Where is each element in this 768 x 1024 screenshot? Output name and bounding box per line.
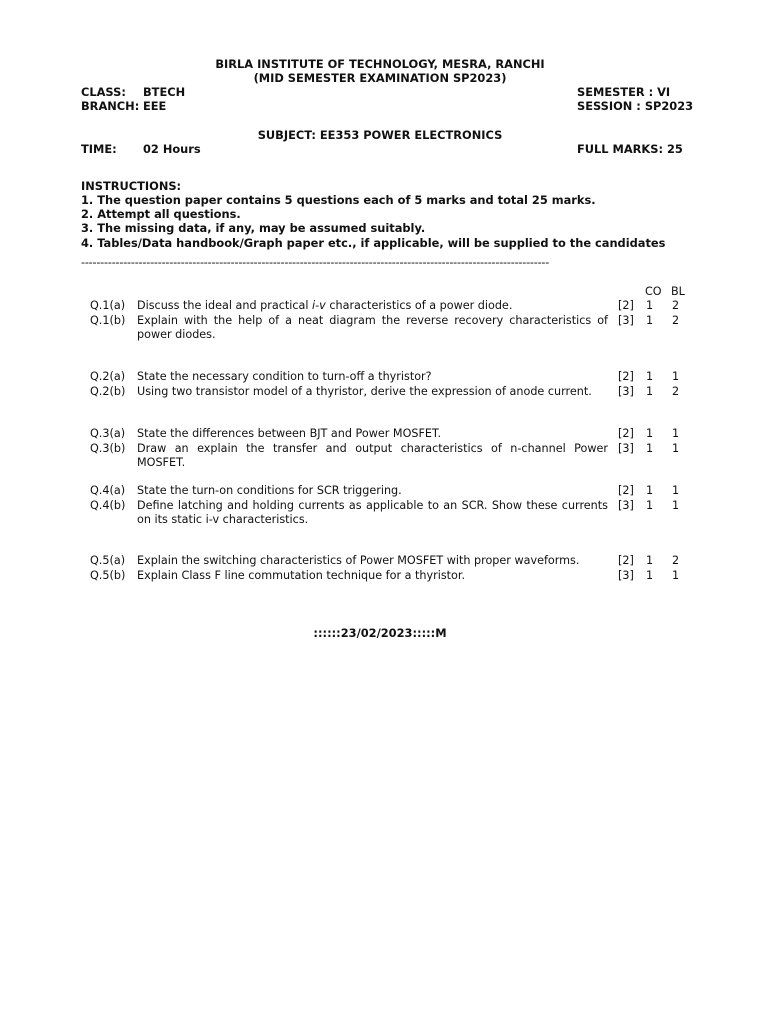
question-marks: [2] [618, 554, 634, 567]
instruction-item: 1. The question paper contains 5 questions each of 5 marks and total 25 marks. [81, 193, 596, 207]
branch-label: BRANCH: [81, 99, 140, 113]
question-bl: 1 [672, 498, 680, 512]
question-number: Q.4(b) [90, 498, 126, 512]
question-text: Define latching and holding currents as applicable to an SCR. Show these currents on its static i-v characteristics. [137, 498, 608, 526]
question-text: Draw an explain the transfer and output characteristics of n-channel Power MOSFET. [137, 441, 608, 469]
class-label: CLASS: [81, 85, 126, 99]
exam-title: (MID SEMESTER EXAMINATION SP2023) [253, 71, 507, 85]
question-number: Q.4(a) [90, 484, 126, 497]
co-column-header: CO [645, 285, 662, 298]
instruction-item: 3. The missing data, if any, may be assumed suitably. [81, 221, 426, 235]
question-bl: 1 [672, 484, 680, 497]
question-text: Explain the switching characteristics of Power MOSFET with proper waveforms. [137, 554, 580, 567]
question-5 [81, 554, 701, 583]
question-co: 1 [646, 568, 654, 582]
footer-date: ::::::23/02/2023:::::M [313, 626, 447, 640]
question-marks: [2] [618, 484, 634, 497]
question-text: Explain Class F line commutation technique for a thyristor. [137, 568, 466, 582]
institute-title: BIRLA INSTITUTE OF TECHNOLOGY, MESRA, RANCHI [215, 57, 545, 71]
question-co: 1 [646, 299, 654, 312]
instruction-item: 4. Tables/Data handbook/Graph paper etc., if applicable, will be supplied to the candidates [81, 236, 666, 250]
subject: SUBJECT: EE353 POWER ELECTRONICS [257, 128, 503, 142]
time-label: TIME: [81, 142, 117, 156]
question-text: Using two transistor model of a thyristor, derive the expression of anode current. [137, 384, 592, 398]
question-bl: 1 [672, 568, 680, 582]
bl-column-header: BL [671, 285, 685, 298]
question-number: Q.3(a) [90, 427, 126, 440]
question-co: 1 [646, 384, 654, 398]
full-marks: FULL MARKS: 25 [577, 142, 683, 156]
instructions-heading: INSTRUCTIONS: [81, 179, 182, 193]
question-text: State the necessary condition to turn-off a thyristor? [137, 370, 432, 383]
question-marks: [2] [618, 299, 634, 312]
branch-value: EEE [143, 99, 167, 113]
question-number: Q.1(a) [90, 299, 126, 312]
question-bl: 2 [672, 554, 680, 567]
question-co: 1 [646, 441, 654, 455]
question-1 [81, 299, 701, 343]
question-2 [81, 370, 701, 399]
question-text: State the differences between BJT and Power MOSFET. [137, 427, 442, 440]
question-text: Discuss the ideal and practical i-v characteristics of a power diode. [137, 299, 513, 312]
question-bl: 1 [672, 370, 680, 383]
question-number: Q.2(a) [90, 370, 126, 383]
question-bl: 2 [672, 384, 680, 398]
divider-line: -------------------------------------------------------------------------------------------------------------------------- [81, 256, 550, 269]
question-text: Explain with the help of a neat diagram the reverse recovery characteristics of power diodes. [137, 313, 608, 341]
question-co: 1 [646, 313, 654, 327]
class-value: BTECH [143, 85, 186, 99]
question-co: 1 [646, 370, 654, 383]
question-bl: 2 [672, 299, 680, 312]
question-number: Q.5(a) [90, 554, 126, 567]
instruction-item: 2. Attempt all questions. [81, 207, 241, 221]
question-text: State the turn-on conditions for SCR triggering. [137, 484, 402, 497]
semester: SEMESTER : VI [577, 85, 671, 99]
question-co: 1 [646, 498, 654, 512]
question-marks: [2] [618, 427, 634, 440]
question-marks: [3] [618, 498, 634, 512]
question-marks: [3] [618, 568, 634, 582]
question-co: 1 [646, 554, 654, 567]
question-marks: [3] [618, 384, 634, 398]
question-bl: 2 [672, 313, 680, 327]
question-bl: 1 [672, 427, 680, 440]
question-number: Q.3(b) [90, 441, 126, 455]
question-bl: 1 [672, 441, 680, 455]
question-number: Q.2(b) [90, 384, 126, 398]
question-3 [81, 427, 701, 469]
session: SESSION : SP2023 [577, 99, 694, 113]
question-number: Q.1(b) [90, 313, 126, 327]
question-co: 1 [646, 484, 654, 497]
time-value: 02 Hours [143, 142, 201, 156]
question-co: 1 [646, 427, 654, 440]
question-marks: [3] [618, 441, 634, 455]
question-number: Q.5(b) [90, 568, 126, 582]
question-marks: [3] [618, 313, 634, 327]
question-marks: [2] [618, 370, 634, 383]
question-4 [81, 484, 701, 528]
